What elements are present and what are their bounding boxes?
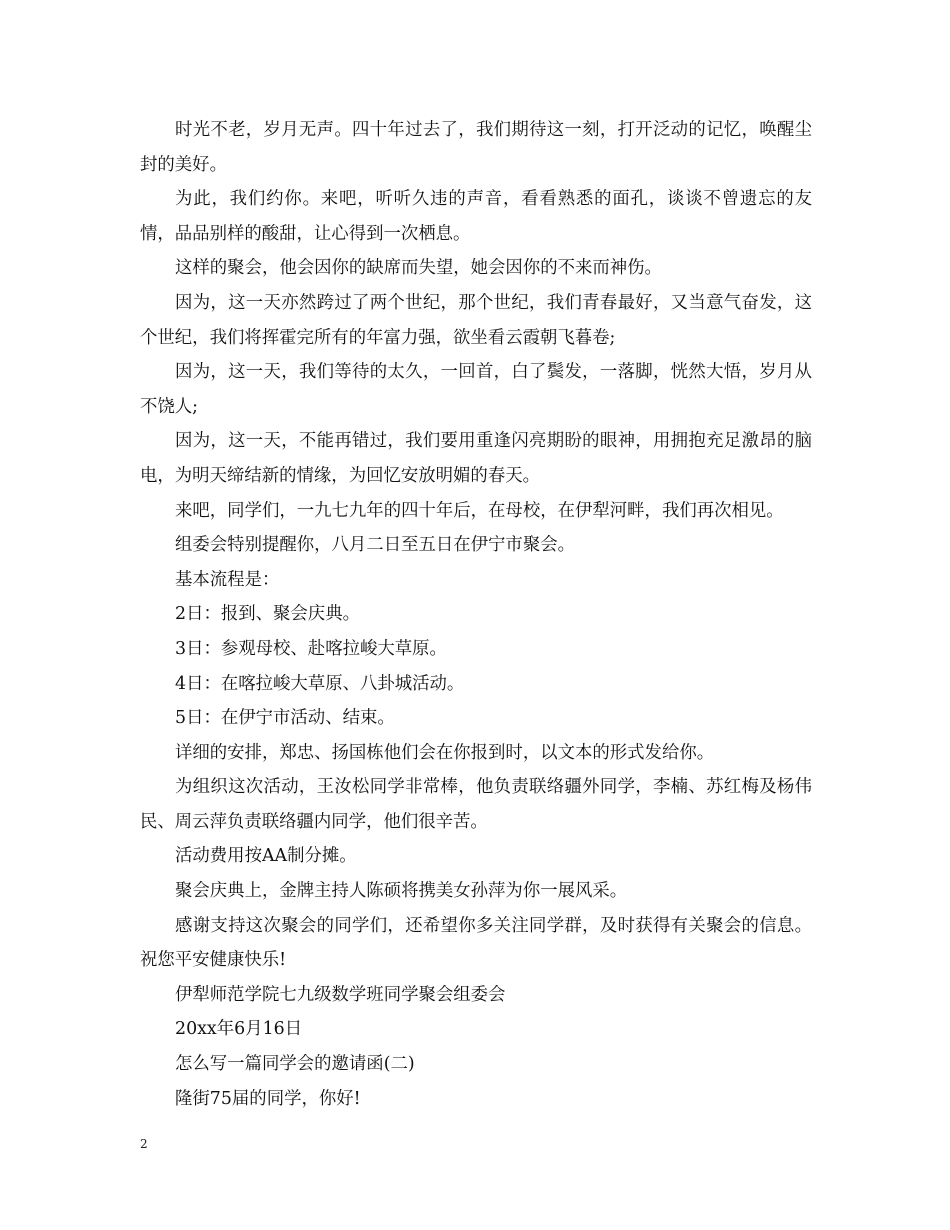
paragraph: 来吧，同学们，一九七九年的四十年后，在母校，在伊犁河畔，我们再次相见。 <box>175 500 784 521</box>
salutation: 隆街75届的同学，你好! <box>175 1088 361 1109</box>
paragraph: 因为，这一天，我们等待的太久，一回首，白了鬓发，一落脚，恍然大悟，岁月从不饶人; <box>140 362 812 417</box>
paragraph: 因为，这一天亦然跨过了两个世纪，那个世纪，我们青春最好，又当意气奋发，这个世纪，我们将挥霍完所有的年富力强，欲坐看云霞朝飞暮卷; <box>140 292 812 348</box>
paragraph: 聚会庆典上，金牌主持人陈硕将携美女孙萍为你一展风采。 <box>175 881 628 902</box>
date-line: 20xx年6月16日 <box>175 1019 303 1040</box>
paragraph: 为此，我们约你。来吧，听听久违的声音，看看熟悉的面孔，谈谈不曾遗忘的友情，品品别样的酸甜，让心得到一次栖息。 <box>140 189 812 244</box>
paragraph: 详细的安排，郑忠、扬国栋他们会在你报到时，以文本的形式发给你。 <box>175 742 715 763</box>
document-body <box>140 113 812 1116</box>
page-number: 2 <box>140 1137 148 1151</box>
signature-line: 伊犁师范学院七九级数学班同学聚会组委会 <box>175 984 506 1005</box>
paragraph: 活动费用按AA制分摊。 <box>175 846 357 867</box>
paragraph: 基本流程是： <box>175 569 280 590</box>
paragraph: 这样的聚会，他会因你的缺席而失望，她会因你的不来而神伤。 <box>175 258 662 279</box>
schedule-item: 5日：在伊宁市活动、结束。 <box>175 708 395 729</box>
paragraph: 因为，这一天，不能再错过，我们要用重逢闪亮期盼的眼神，用拥抱充足激昂的脑电，为明天缔结新的情缘，为回忆安放明媚的春天。 <box>140 431 812 486</box>
section-heading: 怎么写一篇同学会的邀请函(二) <box>175 1054 415 1075</box>
paragraph: 感谢支持这次聚会的同学们，还希望你多关注同学群，及时获得有关聚会的信息。 祝您平安健康快乐! <box>140 915 812 971</box>
paragraph: 为组织这次活动，王汝松同学非常棒，他负责联络疆外同学，李楠、苏红梅及杨伟民、周云萍负责联络疆内同学，他们很辛苦。 <box>140 777 812 832</box>
schedule-item: 3日：参观母校、赴喀拉峻大草原。 <box>175 638 447 659</box>
schedule-item: 2日：报到、聚会庆典。 <box>175 604 360 625</box>
schedule-item: 4日：在喀拉峻大草原、八卦城活动。 <box>175 673 465 694</box>
paragraph: 组委会特别提醒你，八月二日至五日在伊宁市聚会。 <box>175 535 575 556</box>
paragraph: 时光不老，岁月无声。四十年过去了，我们期待这一刻，打开泛动的记忆，唤醒尘封的美好。 <box>140 120 812 175</box>
